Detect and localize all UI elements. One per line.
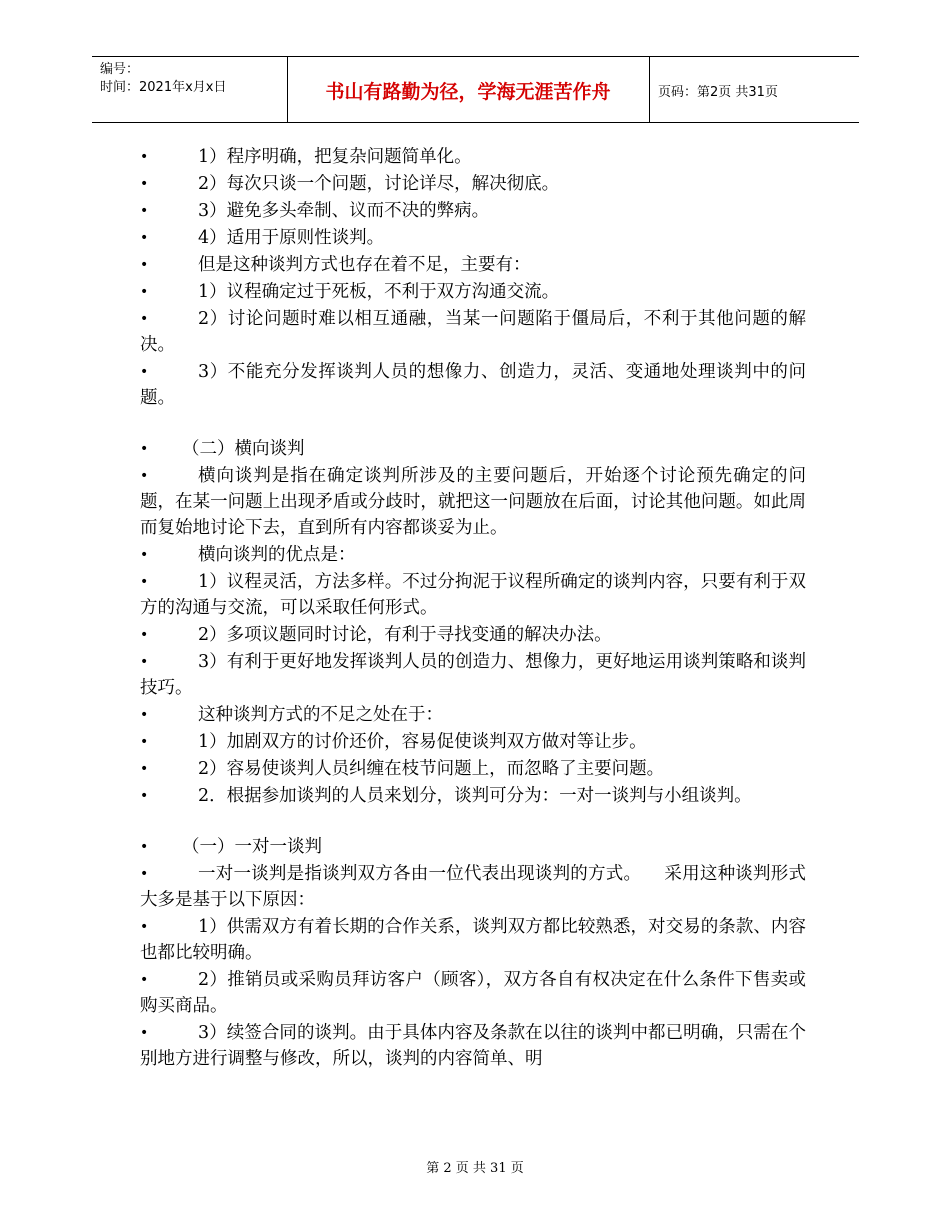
list-item — [140, 198, 806, 224]
list-item — [140, 463, 806, 541]
bullet: • — [140, 176, 149, 192]
list-item — [140, 702, 806, 728]
paragraph-text: 但是这种谈判方式也存在着不足，主要有： — [198, 255, 531, 275]
paragraph-text: 横向谈判是指在确定谈判所涉及的主要问题后，开始逐个讨论预先确定的问题，在某一问题上出现矛盾或分歧时，就把这一问题放在后面，讨论其他问题。如此周而复始地讨论下去，直到所有内容都谈妥为止。 — [140, 466, 806, 538]
bullet: • — [140, 788, 149, 804]
header-divider-right — [649, 57, 650, 123]
bullet: • — [140, 574, 149, 590]
paragraph-text: 横向谈判的优点是： — [198, 545, 356, 565]
section-heading — [140, 834, 806, 860]
section-gap — [140, 810, 806, 834]
list-item — [140, 1020, 806, 1072]
bullet: • — [140, 839, 149, 855]
bullet: • — [140, 311, 149, 327]
bullet: • — [140, 364, 149, 380]
list-item — [140, 252, 806, 278]
list-item — [140, 225, 806, 251]
page-footer: 第 2 页 共 31 页 — [426, 1161, 524, 1176]
bullet: • — [140, 627, 149, 643]
paragraph-text: 3）不能充分发挥谈判人员的想像力、创造力，灵活、变通地处理谈判中的问题。 — [140, 362, 806, 408]
list-item — [140, 171, 806, 197]
list-item — [140, 649, 806, 701]
list-item — [140, 306, 806, 358]
bullet: • — [140, 203, 149, 219]
bullet: • — [140, 284, 149, 300]
header-page-label: 页码：第2页 共31页 — [658, 84, 778, 100]
header-time-label: 时间：2021年x月x日 — [100, 80, 227, 95]
header-motto: 书山有路勤为径，学海无涯苦作舟 — [325, 80, 611, 103]
paragraph-text: 3）有利于更好地发挥谈判人员的创造力、想像力，更好地运用谈判策略和谈判技巧。 — [140, 652, 806, 698]
paragraph-text: 2）讨论问题时难以相互通融，当某一问题陷于僵局后，不利于其他问题的解决。 — [140, 309, 806, 355]
bullet: • — [140, 734, 149, 750]
bullet: • — [140, 919, 149, 935]
section-heading — [140, 436, 806, 462]
bullet: • — [140, 761, 149, 777]
document-body — [140, 144, 806, 1073]
list-item — [140, 756, 806, 782]
paragraph-text: 1）加剧双方的讨价还价，容易促使谈判双方做对等让步。 — [198, 732, 647, 752]
bullet: • — [140, 654, 149, 670]
bullet: • — [140, 707, 149, 723]
section-gap — [140, 412, 806, 436]
bullet: • — [140, 866, 149, 882]
paragraph-text: 2）每次只谈一个问题，讨论详尽，解决彻底。 — [198, 174, 560, 194]
list-item — [140, 729, 806, 755]
paragraph-text: 3）续签合同的谈判。由于具体内容及条款在以往的谈判中都已明确，只需在个别地方进行调整与修改，所以，谈判的内容简单、明 — [140, 1023, 806, 1069]
paragraph-text: 2．根据参加谈判的人员来划分，谈判可分为：一对一谈判与小组谈判。 — [198, 786, 752, 806]
heading-text: （一）一对一谈判 — [182, 837, 322, 857]
header-number-label: 编号： — [100, 62, 140, 77]
heading-text: （二）横向谈判 — [182, 439, 305, 459]
list-item — [140, 914, 806, 966]
paragraph-text: 2）容易使谈判人员纠缠在枝节问题上，而忽略了主要问题。 — [198, 759, 665, 779]
list-item — [140, 359, 806, 411]
paragraph-text: 1）议程确定过于死板，不利于双方沟通交流。 — [198, 282, 560, 302]
page-header — [92, 56, 859, 123]
list-item — [140, 542, 806, 568]
list-item — [140, 279, 806, 305]
bullet: • — [140, 1025, 149, 1041]
list-item — [140, 967, 806, 1019]
list-item — [140, 861, 806, 913]
paragraph-text: 3）避免多头牵制、议而不决的弊病。 — [198, 201, 490, 221]
bullet: • — [140, 972, 149, 988]
header-meta — [100, 61, 226, 97]
paragraph-text: 1）供需双方有着长期的合作关系，谈判双方都比较熟悉，对交易的条款、内容也都比较明确。 — [140, 917, 806, 963]
paragraph-text: 2）多项议题同时讨论，有利于寻找变通的解决办法。 — [198, 625, 612, 645]
paragraph-text: 一对一谈判是指谈判双方各由一位代表出现谈判的方式。 采用这种谈判形式大多是基于以下原因： — [140, 864, 806, 910]
paragraph-text: 2）推销员或采购员拜访客户（顾客），双方各自有权决定在什么条件下售卖或购买商品。 — [140, 970, 806, 1016]
bullet: • — [140, 441, 149, 457]
bullet: • — [140, 468, 149, 484]
paragraph-text: 1）议程灵活，方法多样。不过分拘泥于议程所确定的谈判内容，只要有利于双方的沟通与交流，可以采取任何形式。 — [140, 572, 806, 618]
list-item — [140, 569, 806, 621]
paragraph-text: 1）程序明确，把复杂问题简单化。 — [198, 147, 472, 167]
list-item — [140, 144, 806, 170]
list-item — [140, 622, 806, 648]
list-item — [140, 783, 806, 809]
bullet: • — [140, 230, 149, 246]
bullet: • — [140, 257, 149, 273]
bullet: • — [140, 149, 149, 165]
paragraph-text: 4）适用于原则性谈判。 — [198, 228, 385, 248]
bullet: • — [140, 547, 149, 563]
paragraph-text: 这种谈判方式的不足之处在于： — [198, 705, 443, 725]
